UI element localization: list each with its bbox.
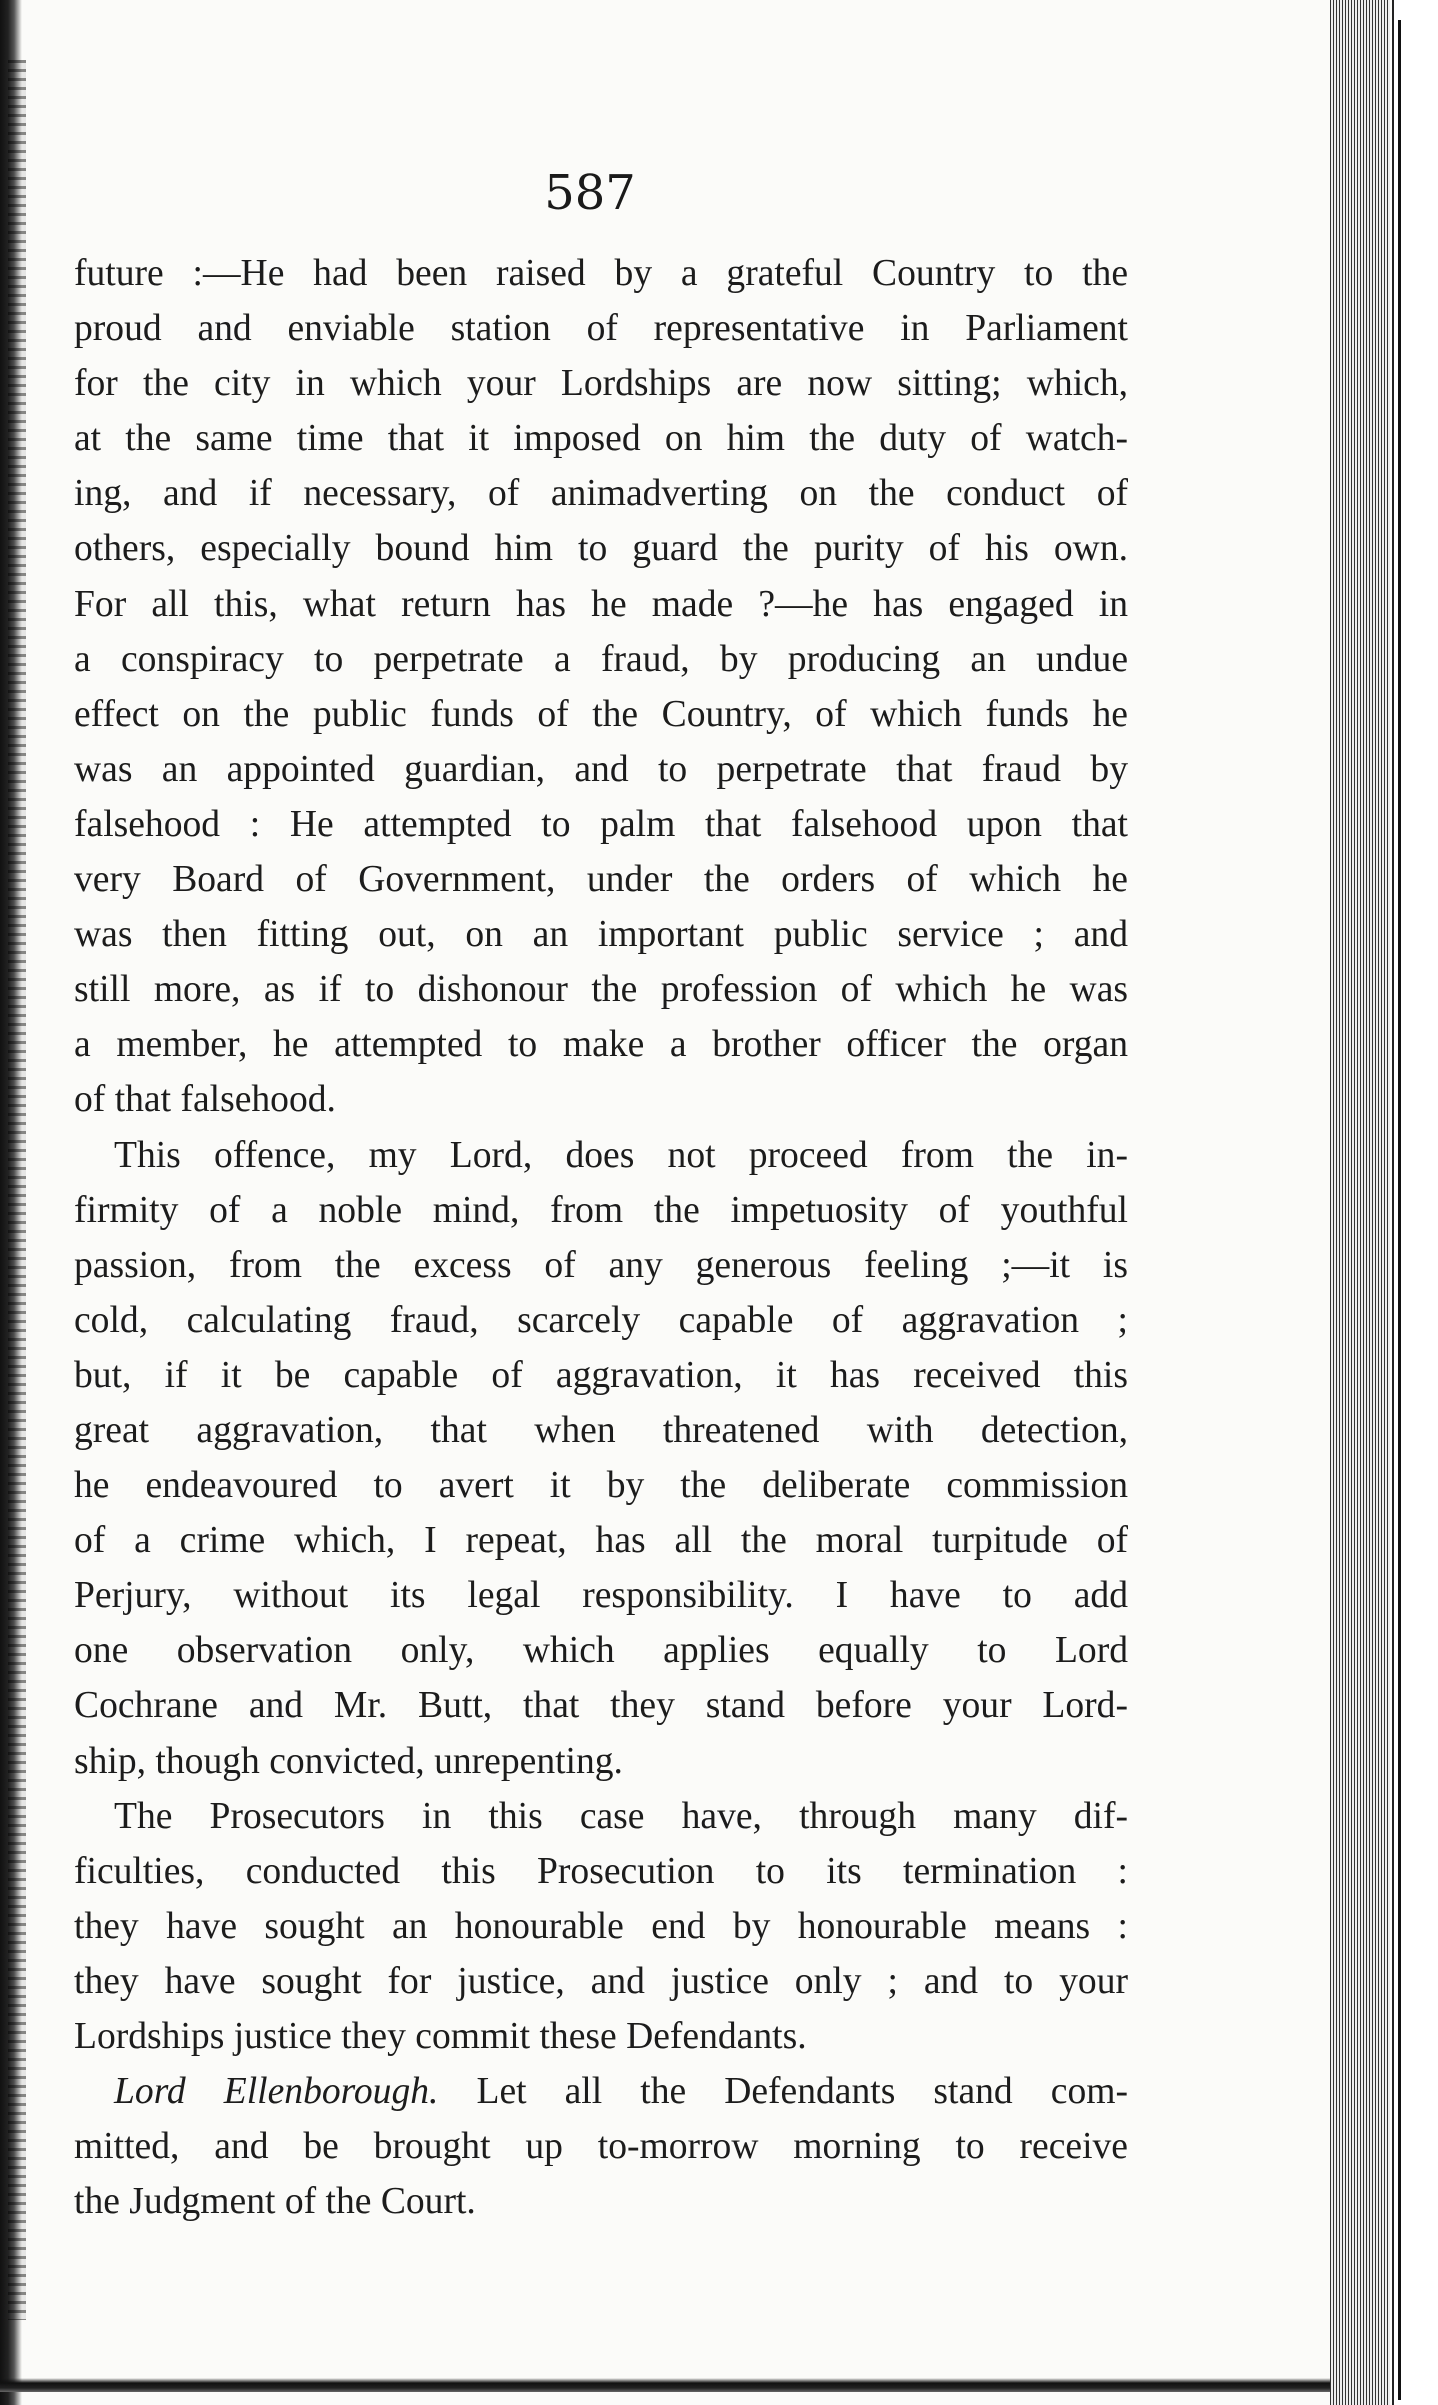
text-line (74, 2064, 1128, 2119)
text-line: of that falsehood. (74, 1079, 336, 1121)
text-line: falsehood : He attempted to palm that falsehood upon that (74, 803, 1128, 845)
page-edges (1330, 0, 1390, 2405)
text-line: of a crime which, I repeat, has all the moral turpitude of (74, 1520, 1128, 1562)
text-line: mitted, and be brought up to-morrow morning to receive (74, 2126, 1128, 2168)
text-line: he endeavoured to avert it by the deliberate commission (74, 1465, 1128, 1507)
speaker-name: Lord Ellenborough. (114, 2071, 439, 2113)
page-number: 587 (544, 165, 636, 221)
text-line: very Board of Government, under the orders of which he (74, 859, 1128, 901)
paragraph-1 (74, 246, 1128, 1128)
paragraph-4 (74, 2064, 1128, 2229)
text-line: a member, he attempted to make a brother officer the organ (74, 1024, 1128, 1066)
text-line: Perjury, without its legal responsibility. I have to add (74, 1575, 1128, 1617)
speaker-text: Let all the Defendants stand com- (476, 2071, 1128, 2113)
text-line: one observation only, which applies equally to Lord (74, 1630, 1128, 1672)
text-line: firmity of a noble mind, from the impetuosity of youthful (74, 1189, 1128, 1231)
text-line: For all this, what return has he made ?—he has engaged in (74, 583, 1128, 625)
text-line: Lordships justice they commit these Defendants. (74, 2016, 807, 2057)
text-line: the Judgment of the Court. (74, 2181, 476, 2223)
text-line: was then fitting out, on an important public service ; and (74, 914, 1128, 956)
text-line: was an appointed guardian, and to perpetrate that fraud by (74, 748, 1128, 790)
text-line: ficulties, conducted this Prosecution to its termination : (74, 1850, 1128, 1892)
text-line: future :—He had been raised by a grateful Country to the (74, 253, 1128, 294)
text-line: ship, though convicted, unrepenting. (74, 1740, 623, 1782)
text-line: others, especially bound him to guard the purity of his own. (74, 528, 1128, 570)
text-line: proud and enviable station of representative in Parliament (74, 308, 1128, 350)
paragraph-3 (74, 1789, 1128, 2064)
text-line: This offence, my Lord, does not proceed from the in- (114, 1134, 1128, 1176)
text-line: Cochrane and Mr. Butt, that they stand before your Lord- (74, 1685, 1128, 1727)
text-line: for the city in which your Lordships are now sitting; which, (74, 363, 1128, 405)
text-line: but, if it be capable of aggravation, it has received this (74, 1354, 1128, 1396)
body-text (74, 246, 1128, 2229)
bottom-shadow (0, 2378, 1330, 2392)
text-line: a conspiracy to perpetrate a fraud, by producing an undue (74, 638, 1128, 680)
text-line: great aggravation, that when threatened with detection, (74, 1409, 1128, 1451)
page-edge-line (1398, 20, 1401, 2400)
text-line: at the same time that it imposed on him the duty of watch- (74, 418, 1128, 460)
text-line: effect on the public funds of the Country, of which funds he (74, 693, 1128, 735)
text-line: cold, calculating fraud, scarcely capable of aggravation ; (74, 1299, 1128, 1341)
text-line: ing, and if necessary, of animadverting on the conduct of (74, 473, 1128, 515)
text-line: The Prosecutors in this case have, through many dif- (114, 1795, 1128, 1837)
paragraph-2 (74, 1128, 1128, 1789)
text-line: they have sought for justice, and justice only ; and to your (74, 1960, 1128, 2002)
text-line: they have sought an honourable end by honourable means : (74, 1905, 1128, 1947)
text-line: still more, as if to dishonour the profession of which he was (74, 969, 1128, 1011)
binding-marks (8, 60, 26, 2320)
text-line: passion, from the excess of any generous feeling ;—it is (74, 1244, 1128, 1286)
